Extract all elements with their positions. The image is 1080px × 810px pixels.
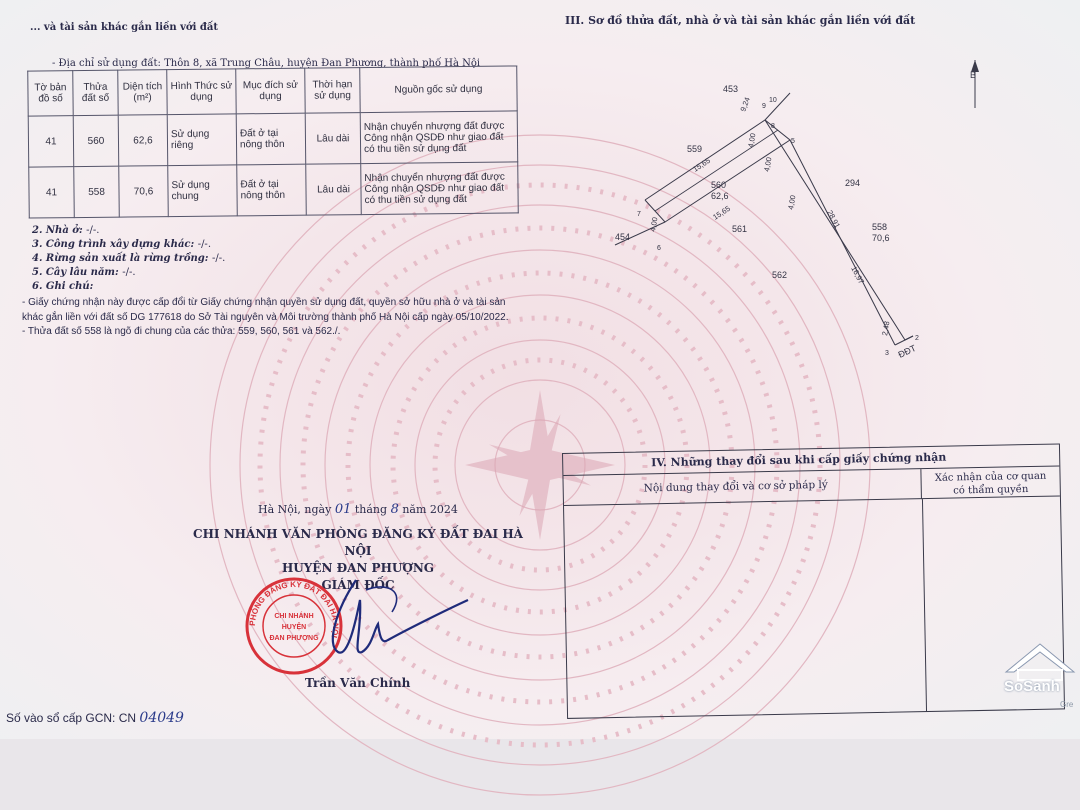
parcel-560-area: 62,6: [711, 191, 729, 201]
point-label: 7: [637, 211, 641, 218]
dim-label: 2,48: [880, 320, 892, 337]
dim-label: 15,65: [711, 203, 732, 222]
list-item: 6. Ghi chú:: [32, 281, 94, 292]
point-label: 5: [791, 138, 795, 145]
signing-date: Hà Nội, ngày 01 tháng 8 năm 2024: [258, 502, 458, 517]
parcel-559-label: 559: [687, 144, 703, 154]
cell-term: Lâu dài: [306, 164, 362, 216]
col-parcel-no: Thửa đất số: [73, 70, 118, 115]
north-arrow-icon: [971, 60, 979, 108]
dim-label: 15,65: [691, 155, 712, 174]
dim-label: 4,00: [762, 156, 774, 173]
section-title-plan: III. Sơ đồ thửa đất, nhà ở và tài sản khác gắn liền với đất: [565, 14, 916, 27]
changes-col-confirmation: Xác nhận của cơ quan có thẩm quyền: [921, 466, 1060, 499]
property-items: [32, 224, 225, 294]
col-term: Thời hạn sử dụng: [305, 68, 360, 114]
col-purpose: Mục đích sử dụng: [236, 68, 305, 114]
watermark-brand: SoSanh: [1004, 678, 1060, 695]
cell-map-sheet: 41: [29, 167, 75, 218]
cell-term: Lâu dài: [305, 113, 361, 165]
parcel-454-label: 454: [615, 232, 631, 242]
dim-label: 4,00: [786, 194, 798, 211]
note-reissue: - Giấy chứng nhận này được cấp đổi từ Giấy chứng nhận quyền sử dụng đất, quyền sở hữu nhà ở và tài sản khác gắn liền với đất số DG 177618 do Sở Tài nguyên và Môi trường thành phố Hà Nội cấp ngày 05/10/2022.: [22, 297, 509, 323]
cell-use-form: Sử dụng chung: [168, 165, 238, 217]
dim-label: 28,91: [825, 208, 842, 230]
signer-position: GIÁM ĐỐC: [321, 578, 395, 592]
watermark-sub: Gre: [1060, 700, 1074, 709]
col-origin: Nguồn gốc sử dụng: [360, 66, 517, 113]
cell-purpose: Đất ở tại nông thôn: [237, 164, 307, 216]
list-item: 4. Rừng sản xuất là rừng trồng: -/-.: [32, 253, 226, 264]
handwritten-signature: [296, 560, 486, 670]
cell-use-form: Sử dụng riêng: [167, 114, 237, 166]
point-label: 3: [885, 350, 889, 357]
col-use-form: Hình Thức sử dụng: [167, 69, 236, 115]
land-address: - Địa chỉ sử dụng đất: Thôn 8, xã Trung Châu, huyện Đan Phượng, thành phố Hà Nội: [52, 58, 481, 69]
cell-origin: Nhận chuyển nhượng đất được Công nhận QSDĐ như giao đất có thu tiền sử dụng đất: [361, 162, 519, 215]
changes-title: IV. Những thay đổi sau khi cấp giấy chứng nhận: [563, 444, 1059, 476]
col-area: Diện tích (m²): [118, 70, 167, 116]
point-label: 8: [771, 123, 775, 130]
road-label: ĐĐT: [896, 342, 918, 360]
table-header-row: [28, 66, 517, 116]
parcel-558-label: 558: [872, 222, 888, 232]
dim-label: 16,97: [849, 264, 866, 286]
cell-parcel-no: 558: [74, 166, 120, 217]
point-label: 2: [915, 335, 919, 342]
handwritten-month: 8: [390, 502, 399, 517]
stamp-line-3: ĐAN PHƯỢNG: [269, 635, 319, 642]
stamp-line-1: CHI NHÁNH: [274, 613, 314, 620]
col-map-sheet: Tờ bản đồ số: [28, 71, 73, 116]
point-label: 9: [762, 103, 766, 110]
point-label: 10: [769, 97, 777, 104]
changes-column-divider: [922, 499, 927, 711]
cell-origin: Nhận chuyển nhượng đất được Công nhận QSDĐ như giao đất có thu tiền sử dụng đất: [360, 111, 518, 164]
handwritten-gcn-number: 04049: [139, 710, 184, 726]
table-row: [28, 111, 518, 167]
stamp-ring-text: PHÒNG ĐĂNG KÝ ĐẤT ĐAI HÀ NỘI: [247, 579, 341, 639]
dim-label: 9,24: [738, 95, 752, 113]
north-label: B: [970, 70, 977, 80]
parcel-560-label: 560: [711, 180, 727, 190]
cell-area: 70,6: [119, 166, 169, 218]
gcn-register-number: Số vào sổ cấp GCN: CN 04049: [6, 710, 184, 726]
signer-name: Trần Văn Chính: [305, 676, 411, 690]
point-label: 6: [657, 245, 661, 252]
parcel-453-label: 453: [723, 84, 739, 94]
cell-parcel-no: 560: [73, 115, 119, 166]
dim-label: 4,00: [648, 216, 660, 233]
changes-col-content: Nội dung thay đổi và cơ sở pháp lý: [563, 469, 922, 506]
issuing-authority: CHI NHÁNH VĂN PHÒNG ĐĂNG KÝ ĐẤT ĐAI HÀ NỘI HUYỆN ĐAN PHƯỢNG GIÁM ĐỐC: [178, 526, 538, 594]
note-shared-lane: - Thửa đất số 558 là ngõ đi chung của các thửa: 559, 560, 561 và 562./.: [22, 326, 341, 337]
cell-area: 62,6: [118, 115, 168, 167]
parcel-562-label: 562: [772, 270, 788, 280]
list-item: 5. Cây lâu năm: -/-.: [32, 267, 136, 278]
list-item: 3. Công trình xây dựng khác: -/-.: [32, 239, 211, 250]
table-row: [29, 162, 519, 218]
dim-label: 4,00: [746, 132, 758, 149]
parcel-558-area: 70,6: [872, 233, 890, 243]
list-item: 2. Nhà ở: -/-.: [32, 225, 100, 236]
land-parcel-table: [27, 65, 519, 218]
cell-map-sheet: 41: [28, 116, 74, 167]
handwritten-day: 01: [334, 502, 352, 517]
notes-block: [22, 296, 522, 340]
parcel-561-label: 561: [732, 224, 748, 234]
cell-purpose: Đất ở tại nông thôn: [236, 113, 306, 165]
changes-table: [562, 443, 1065, 719]
stamp-line-2: HUYỆN: [281, 624, 307, 631]
section-title-left: ... và tài sản khác gắn liền với đất: [30, 22, 218, 33]
land-plot-diagram: [595, 60, 975, 380]
parcel-294-label: 294: [845, 178, 861, 188]
